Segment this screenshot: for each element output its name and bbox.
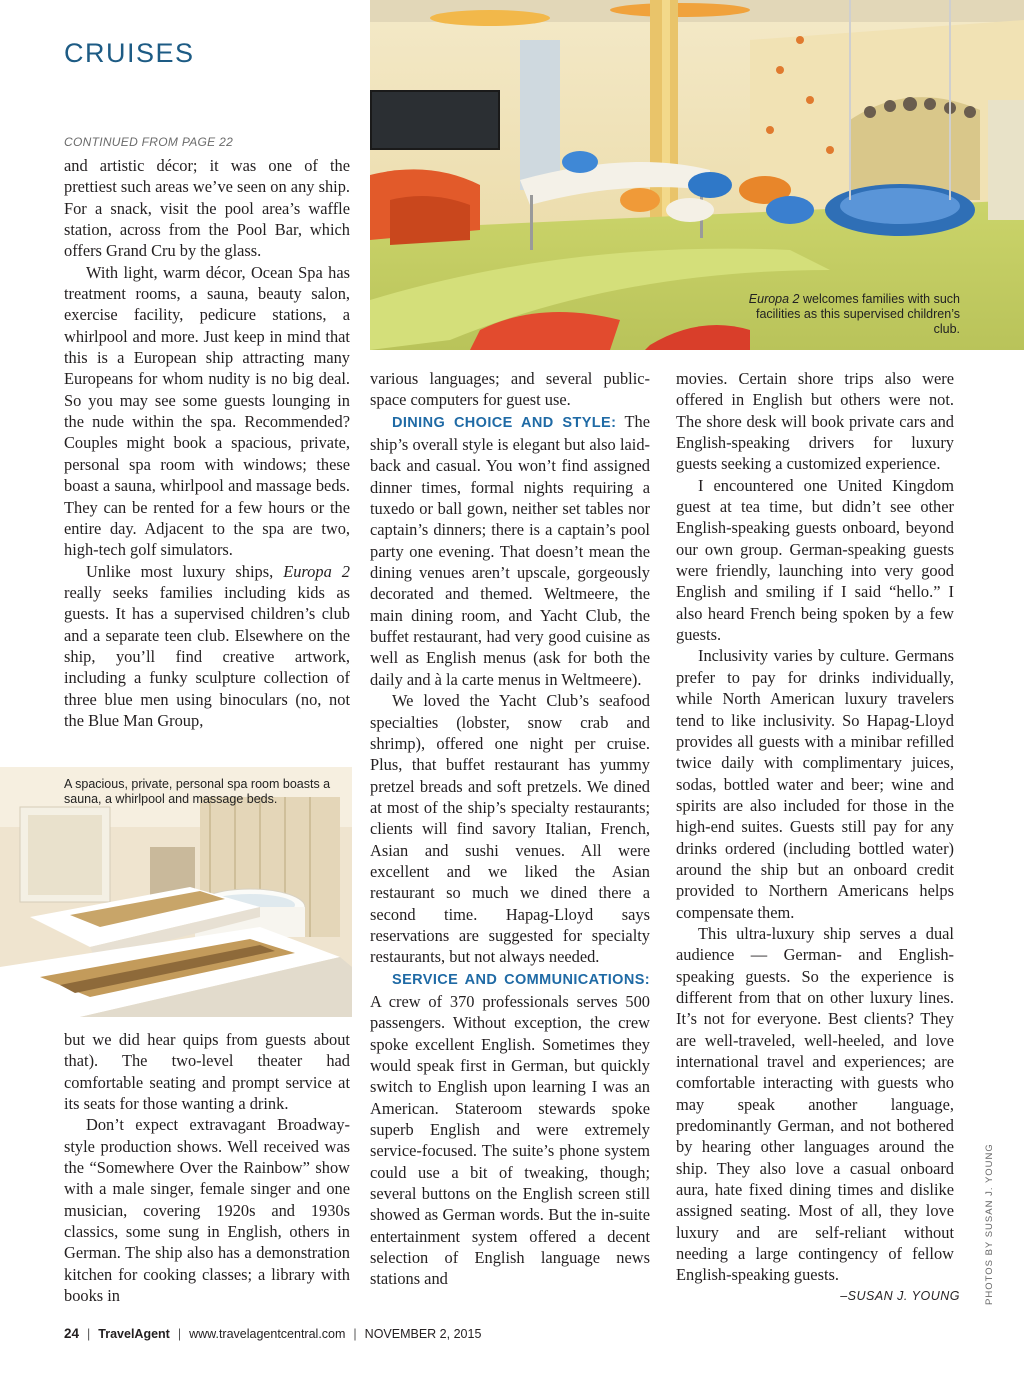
paragraph: Inclusivity varies by culture. Germans prefer to pay for drinks individually, while North American luxury travelers tend to like inclusivity. So Hapag-Lloyd provides all guests with a minibar refilled twice daily with complimentary juices, sodas, bottled water and beer; wine and spirits are also included for those in the high-end suites. Guests still pay for any drinks ordered (including bottled water) around the ship but an onboard credit provided to Northern Americans helps compensate them. xyxy=(676,646,954,922)
article-column-1-top xyxy=(64,155,350,731)
paragraph: Don’t expect extravagant Broadway-style production shows. Well received was the “Somewhere Over the Rainbow” show with a male singer, female singer and one musician, covering 1920s and 1930s classics, some sung in English, others in German. The ship also has a demonstration kitchen for cooking classes; a library with books in xyxy=(64,1115,350,1306)
text-run: The ship’s overall style is elegant but also laid-back and casual. You won’t find assigned dinner times, formal nights requiring a tuxedo or ball gown, neither set tables nor captain’s dinners; there is a captain’s pool party one evening. That doesn’t mean the dining venues aren’t upscale, gorgeously decorated and themed. Weltmeere, the main dining room, and Yacht Club, the buffet restaurant, had very good cuisine as well as English menus (ask for both the daily and à la carte menus in Weltmeere). xyxy=(370,411,650,689)
paragraph: but we did hear quips from guests about that). The two-level theater had comfortable seating and prompt service at its seats for those wanting a drink. xyxy=(64,1030,350,1114)
photo-credit: PHOTOS BY SUSAN J. YOUNG xyxy=(984,1143,995,1305)
publication-name: TravelAgent xyxy=(98,1327,170,1341)
paragraph: various languages; and several public-space computers for guest use. xyxy=(370,369,650,410)
page-number: 24 xyxy=(64,1326,80,1341)
subhead-dining: DINING CHOICE AND STYLE: xyxy=(392,414,617,431)
paragraph: We loved the Yacht Club’s seafood specialties (lobster, snow crab and shrimp), offered one night per cruise. Plus, that buffet restaurant has yummy pretzel breads and soft pretzels. We dined at most of the ship’s specialty restaurants; clients will find savory Italian, French, Asian and sushi venues. All were excellent and we liked the Asian restaurant so much we dined there a second time. Hapag-Lloyd says reservations are suggested for specialty restaurants, but not always needed. xyxy=(370,691,650,967)
publication-url: www.travelagentcentral.com xyxy=(189,1327,346,1341)
page-footer xyxy=(64,1326,481,1341)
paragraph: I encountered one United Kingdom guest at tea time, but didn’t see other English-speaking guests onboard, beyond our own group. German-speaking guests were friendly, launching into very good English and smiling if I said “hello.” I also heard French being spoken by a few guests. xyxy=(676,475,954,645)
article-column-3 xyxy=(676,368,954,1286)
text-run: A crew of 370 professionals serves 500 passengers. Without exception, the crew spoke excellent English. Sometimes they would speak first in German, but quickly switch to English upon learning I was an American. Stateroom stewards spoke superb English and were extremely service-focused. The suite’s phone system could use a bit of tweaking, though; several buttons on the English screen still showed as German words. But the in-suite entertainment system offered a decent selection of English language news stations and xyxy=(370,991,650,1289)
section-title: CRUISES xyxy=(64,38,195,68)
text-run: really seeks families including kids as guests. It has a supervised children’s club and a separate teen club. Elsewhere on the ship, you’ll find creative artwork, including a funky sculpture collection of three blue men using binoculars (no, not the Blue Man Group, xyxy=(64,582,350,730)
author-byline: –SUSAN J. YOUNG xyxy=(840,1289,960,1303)
subhead-service: SERVICE AND COMMUNICATIONS: xyxy=(392,971,650,988)
paragraph xyxy=(64,561,350,732)
kids-club-caption xyxy=(740,292,960,337)
paragraph xyxy=(370,411,650,690)
spa-caption: A spacious, private, personal spa room boasts a sauna, a whirlpool and massage beds. xyxy=(64,777,331,806)
footer-separator: | xyxy=(177,1327,182,1341)
paragraph: movies. Certain shore trips also were offered in English but others were not. The shore desk will book private cars and English-speaking drivers for luxury guests seeking a customized experience. xyxy=(676,369,954,474)
issue-date: NOVEMBER 2, 2015 xyxy=(364,1327,482,1341)
paragraph: This ultra-luxury ship serves a dual audience — German- and English-speaking guests. So the experience is different from that on other luxury lines. It’s not for everyone. Best clients? They are well-traveled, well-heeled, and love international travel and experiences; are comfortable interacting with guests who may speak another language, predominantly German, and not bothered by hearing other languages around the ship. They also love a casual onboard aura, hate fixed dining times and dislike assigned seating. Most of all, they love luxury and are self-reliant without needing a large contingency of fellow English-speaking guests. xyxy=(676,923,954,1285)
footer-separator: | xyxy=(353,1327,357,1341)
article-column-2 xyxy=(370,368,650,1290)
footer-separator: | xyxy=(87,1327,91,1341)
ship-name: Europa 2 xyxy=(283,561,350,581)
kids-caption-text: welcomes families with such facilities as this supervised children’s club. xyxy=(755,292,960,336)
article-column-1-bottom xyxy=(64,1029,350,1306)
paragraph: and artistic décor; it was one of the prettiest such areas we’ve seen on any ship. For a snack, visit the pool area’s waffle station, across from the Pool Bar, which offers Grand Cru by the glass. xyxy=(64,156,350,261)
kids-caption-ship: Europa 2 xyxy=(748,292,800,306)
continued-note: CONTINUED FROM PAGE 22 xyxy=(64,135,234,149)
text-run: Unlike most luxury ships, xyxy=(86,561,274,581)
paragraph: With light, warm décor, Ocean Spa has treatment rooms, a sauna, beauty salon, exercise facility, pedicure stations, a whirlpool and more. Just keep in mind that this is a European ship attracting many Europeans for whom nudity is no big deal. So you may see some guests lounging in the nude within the spa. Recommended? Couples might book a spacious, private, personal spa room with windows; these boast a sauna, whirlpool and massage beds. They can be rented for a few hours or the entire day. Adjacent to the spa are two, high-tech golf simulators. xyxy=(64,262,350,560)
paragraph xyxy=(370,968,650,1290)
